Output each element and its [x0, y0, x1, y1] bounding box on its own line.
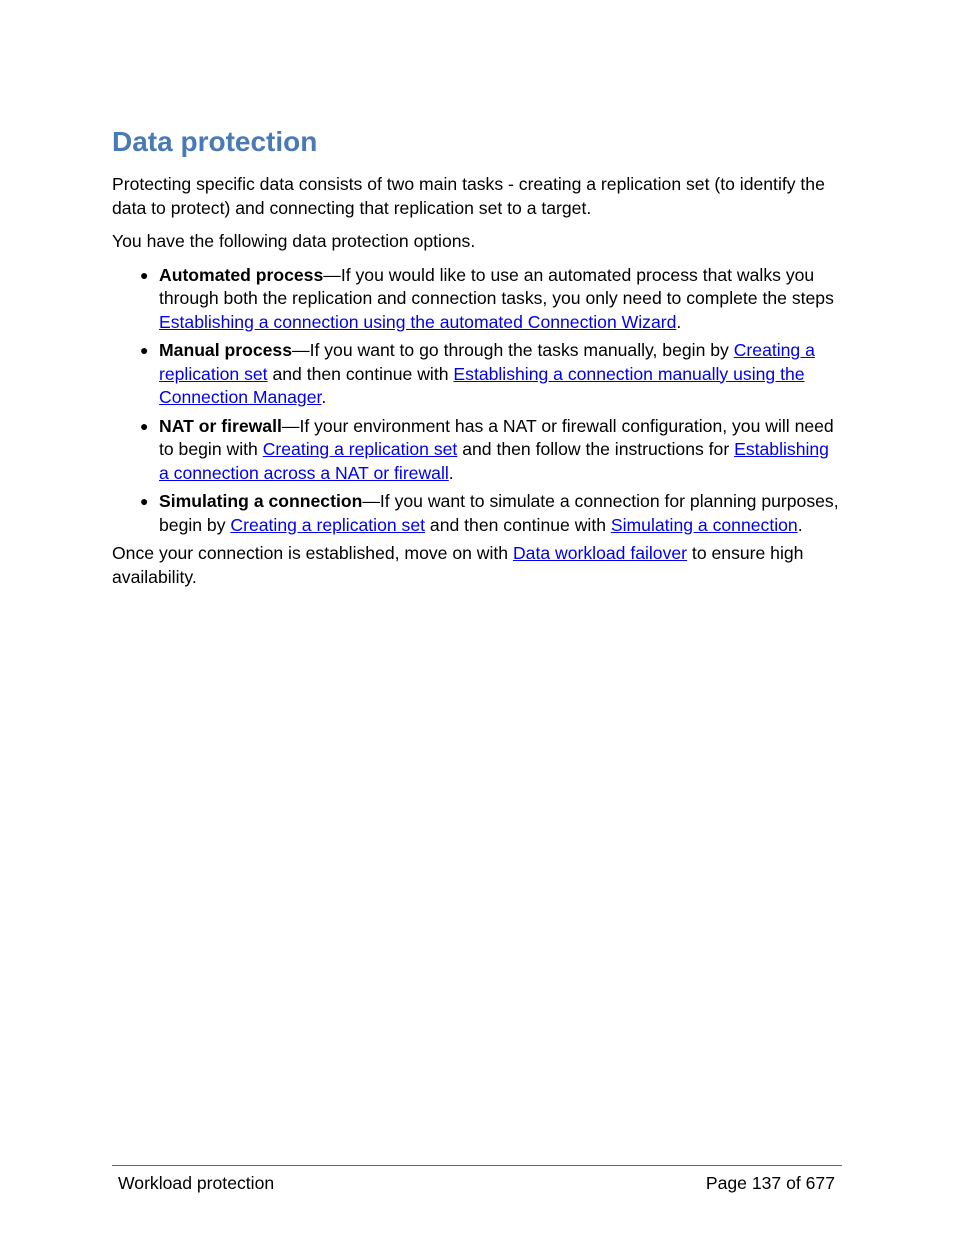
list-item-nat-firewall [112, 415, 842, 486]
options-list [112, 264, 842, 538]
list-item-simulating-connection [112, 490, 842, 537]
option-text: —If you would like to use an automated process that walks you through both the replication and connection tasks, you only need to complete the steps [159, 264, 834, 308]
footer-divider [112, 1165, 842, 1166]
document-body [112, 173, 842, 599]
list-item-automated-process [112, 264, 842, 335]
closing-paragraph [112, 542, 842, 589]
option-text: —If you want to simulate a connection for planning purposes, begin by [159, 491, 839, 535]
intro-paragraph: Protecting specific data consists of two main tasks - creating a replication set (to identify the data to protect) and connecting that replication set to a target. [112, 174, 825, 218]
option-label: NAT or firewall [159, 415, 282, 436]
closing-text: Once your connection is established, move on with [112, 543, 513, 563]
link-creating-replication-set[interactable]: Creating a replication set [159, 340, 815, 384]
footer-section-title: Workload protection [118, 1173, 275, 1193]
closing-text: to ensure high availability. [112, 543, 804, 587]
bullet-icon: ● [140, 342, 149, 358]
link-creating-replication-set[interactable]: Creating a replication set [230, 514, 426, 535]
option-text: . [321, 387, 327, 407]
option-text: and then follow the instructions for [457, 439, 735, 459]
option-text: . [676, 311, 682, 332]
list-item-manual-process [112, 339, 842, 410]
option-text: . [448, 462, 454, 483]
option-text: . [797, 514, 803, 535]
option-text: and then continue with [425, 514, 611, 535]
page-title: Data protection [112, 126, 318, 157]
link-simulating-connection[interactable]: Simulating a connection [610, 514, 798, 535]
option-label: Manual process [159, 340, 292, 360]
option-text: —If your environment has a NAT or firewall configuration, you will need to begin with [159, 415, 834, 459]
link-data-workload-failover[interactable]: Data workload failover [512, 543, 688, 563]
option-label: Simulating a connection [159, 491, 363, 511]
link-creating-replication-set[interactable]: Creating a replication set [262, 439, 458, 459]
link-automated-connection-wizard[interactable]: Establishing a connection using the automated Connection Wizard [159, 311, 677, 332]
option-text: —If you want to go through the tasks manually, begin by [291, 340, 734, 360]
bullet-icon: ● [140, 417, 149, 434]
link-nat-firewall-connection[interactable]: Establishing a connection across a NAT or firewall [159, 439, 829, 483]
option-label: Automated process [159, 264, 324, 285]
options-intro-paragraph: You have the following data protection options. [112, 231, 476, 251]
link-connection-manager[interactable]: Establishing a connection manually using the Connection Manager [159, 363, 805, 407]
footer-page-number: Page 137 of 677 [705, 1173, 835, 1193]
option-text: and then continue with [267, 363, 454, 384]
bullet-icon: ● [140, 493, 149, 509]
bullet-icon: ● [140, 266, 149, 283]
